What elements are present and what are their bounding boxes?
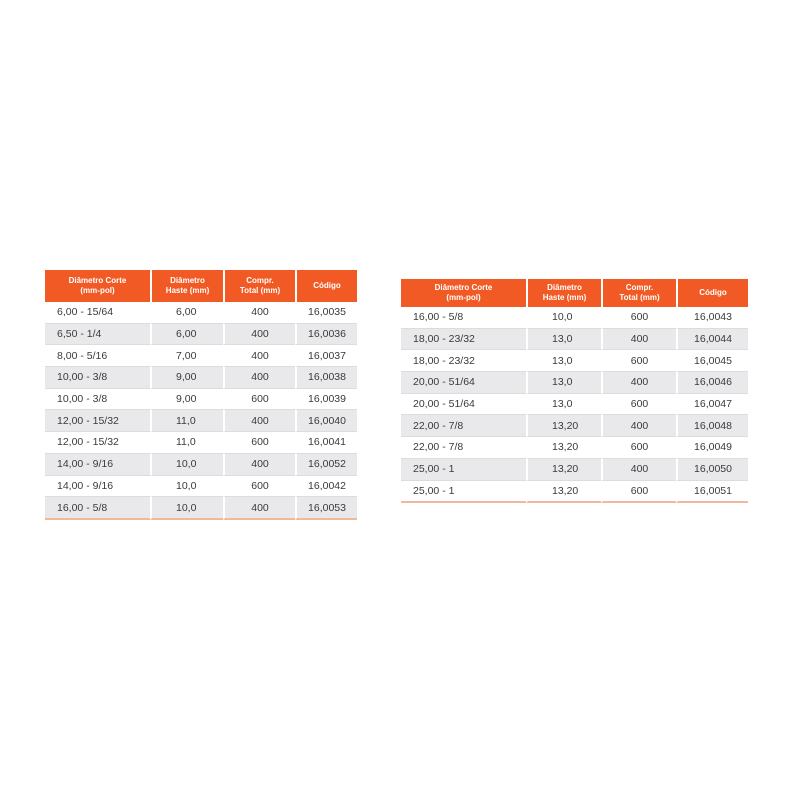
table-row <box>45 367 357 389</box>
cell-comprimento-total: 400 <box>223 497 295 520</box>
cell-diametro-haste: 13,0 <box>526 394 601 416</box>
cell-comprimento-total: 400 <box>223 302 295 324</box>
cell-diametro-haste: 13,0 <box>526 372 601 394</box>
table-row <box>401 329 748 351</box>
cell-diametro-corte: 10,00 - 3/8 <box>45 389 150 411</box>
cell-codigo: 16,0045 <box>676 350 748 372</box>
cell-diametro-corte: 12,00 - 15/32 <box>45 432 150 454</box>
cell-diametro-corte: 20,00 - 51/64 <box>401 372 526 394</box>
cell-diametro-corte: 16,00 - 5/8 <box>45 497 150 520</box>
cell-codigo: 16,0050 <box>676 459 748 481</box>
cell-comprimento-total: 600 <box>223 432 295 454</box>
cell-diametro-corte: 8,00 - 5/16 <box>45 345 150 367</box>
table-row <box>45 345 357 367</box>
cell-codigo: 16,0041 <box>295 432 357 454</box>
cell-comprimento-total: 600 <box>223 389 295 411</box>
cell-comprimento-total: 600 <box>601 481 676 504</box>
cell-comprimento-total: 400 <box>601 329 676 351</box>
cell-codigo: 16,0051 <box>676 481 748 504</box>
spec-table-right <box>401 279 748 503</box>
table-row <box>45 432 357 454</box>
cell-comprimento-total: 400 <box>223 454 295 476</box>
table-row <box>401 307 748 329</box>
cell-diametro-corte: 20,00 - 51/64 <box>401 394 526 416</box>
header-comprimento-total: Compr. Total (mm) <box>601 279 676 307</box>
cell-diametro-haste: 6,00 <box>150 324 223 346</box>
cell-diametro-corte: 25,00 - 1 <box>401 481 526 504</box>
cell-comprimento-total: 600 <box>601 394 676 416</box>
cell-diametro-corte: 18,00 - 23/32 <box>401 350 526 372</box>
cell-codigo: 16,0049 <box>676 437 748 459</box>
cell-diametro-corte: 14,00 - 9/16 <box>45 454 150 476</box>
cell-comprimento-total: 400 <box>601 459 676 481</box>
table-row <box>401 350 748 372</box>
cell-comprimento-total: 600 <box>223 476 295 498</box>
header-diametro-haste: Diâmetro Haste (mm) <box>150 270 223 302</box>
cell-diametro-haste: 9,00 <box>150 389 223 411</box>
cell-diametro-haste: 13,0 <box>526 350 601 372</box>
cell-diametro-haste: 13,20 <box>526 415 601 437</box>
header-codigo: Código <box>676 279 748 307</box>
cell-codigo: 16,0037 <box>295 345 357 367</box>
cell-codigo: 16,0053 <box>295 497 357 520</box>
table-row <box>45 389 357 411</box>
header-diametro-corte: Diâmetro Corte (mm-pol) <box>401 279 526 307</box>
table-row <box>401 437 748 459</box>
table-row <box>45 410 357 432</box>
table-row <box>401 372 748 394</box>
cell-codigo: 16,0040 <box>295 410 357 432</box>
cell-comprimento-total: 600 <box>601 350 676 372</box>
cell-comprimento-total: 600 <box>601 307 676 329</box>
cell-diametro-haste: 10,0 <box>150 454 223 476</box>
cell-diametro-haste: 9,00 <box>150 367 223 389</box>
cell-codigo: 16,0035 <box>295 302 357 324</box>
cell-diametro-corte: 12,00 - 15/32 <box>45 410 150 432</box>
cell-diametro-corte: 14,00 - 9/16 <box>45 476 150 498</box>
table-header-row <box>401 279 748 307</box>
cell-diametro-haste: 10,0 <box>150 497 223 520</box>
cell-diametro-corte: 25,00 - 1 <box>401 459 526 481</box>
cell-codigo: 16,0044 <box>676 329 748 351</box>
header-codigo: Código <box>295 270 357 302</box>
cell-diametro-haste: 13,20 <box>526 459 601 481</box>
cell-diametro-haste: 6,00 <box>150 302 223 324</box>
table-row <box>401 394 748 416</box>
table-row <box>401 459 748 481</box>
cell-diametro-haste: 13,0 <box>526 329 601 351</box>
cell-comprimento-total: 400 <box>223 324 295 346</box>
table-row <box>45 324 357 346</box>
cell-diametro-haste: 13,20 <box>526 481 601 504</box>
header-diametro-corte: Diâmetro Corte (mm-pol) <box>45 270 150 302</box>
cell-comprimento-total: 400 <box>223 410 295 432</box>
cell-codigo: 16,0042 <box>295 476 357 498</box>
cell-codigo: 16,0046 <box>676 372 748 394</box>
cell-codigo: 16,0048 <box>676 415 748 437</box>
table-row <box>45 302 357 324</box>
table-row <box>45 476 357 498</box>
table-row <box>401 415 748 437</box>
cell-codigo: 16,0052 <box>295 454 357 476</box>
cell-comprimento-total: 600 <box>601 437 676 459</box>
cell-comprimento-total: 400 <box>601 415 676 437</box>
cell-diametro-corte: 18,00 - 23/32 <box>401 329 526 351</box>
spec-table-left <box>45 270 357 520</box>
cell-diametro-corte: 6,00 - 15/64 <box>45 302 150 324</box>
table-header-row <box>45 270 357 302</box>
cell-diametro-corte: 16,00 - 5/8 <box>401 307 526 329</box>
cell-comprimento-total: 400 <box>601 372 676 394</box>
cell-diametro-haste: 11,0 <box>150 432 223 454</box>
cell-comprimento-total: 400 <box>223 345 295 367</box>
table-row <box>45 497 357 520</box>
cell-diametro-corte: 22,00 - 7/8 <box>401 415 526 437</box>
table-row <box>401 481 748 504</box>
cell-comprimento-total: 400 <box>223 367 295 389</box>
table-row <box>45 454 357 476</box>
cell-codigo: 16,0043 <box>676 307 748 329</box>
header-diametro-haste: Diâmetro Haste (mm) <box>526 279 601 307</box>
cell-diametro-haste: 7,00 <box>150 345 223 367</box>
cell-codigo: 16,0047 <box>676 394 748 416</box>
cell-diametro-haste: 11,0 <box>150 410 223 432</box>
cell-diametro-haste: 10,0 <box>526 307 601 329</box>
cell-diametro-haste: 10,0 <box>150 476 223 498</box>
cell-codigo: 16,0039 <box>295 389 357 411</box>
cell-codigo: 16,0036 <box>295 324 357 346</box>
cell-diametro-corte: 6,50 - 1/4 <box>45 324 150 346</box>
cell-diametro-haste: 13,20 <box>526 437 601 459</box>
cell-diametro-corte: 22,00 - 7/8 <box>401 437 526 459</box>
cell-diametro-corte: 10,00 - 3/8 <box>45 367 150 389</box>
cell-codigo: 16,0038 <box>295 367 357 389</box>
header-comprimento-total: Compr. Total (mm) <box>223 270 295 302</box>
